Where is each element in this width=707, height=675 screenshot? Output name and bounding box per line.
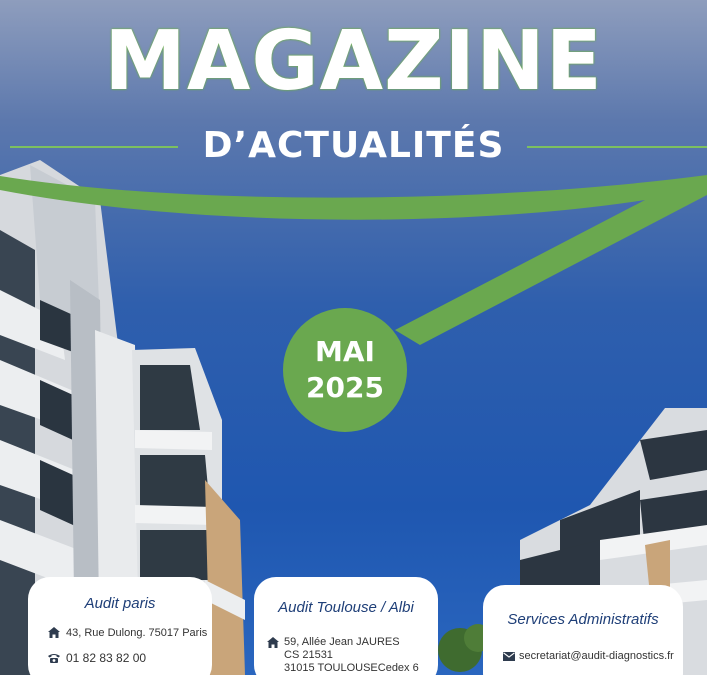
date-month: MAI [315,335,375,368]
home-icon [48,627,60,638]
office-address-line1: 59, Allée Jean JAURES [284,636,400,648]
magazine-title: MAGAZINE [104,14,603,109]
office-address-line3: 31015 TOULOUSECedex 6 [284,662,419,674]
office-name: Audit Toulouse / Albi [278,599,414,616]
office-address: 43, Rue Dulong. 75017 Paris [66,627,208,639]
phone-icon [48,653,60,663]
office-card-admin [483,585,683,675]
home-icon [267,637,279,648]
envelope-icon [503,652,515,661]
office-address-line2: CS 21531 [284,649,333,661]
office-card-toulouse [254,577,438,675]
office-card-paris [28,577,212,675]
office-phone: 01 82 83 82 00 [66,651,147,665]
office-name: Services Administratifs [507,611,659,628]
magazine-subtitle: D’ACTUALITÉS [202,125,505,166]
date-badge [283,308,407,432]
date-year: 2025 [306,371,384,404]
office-email[interactable]: secretariat@audit-diagnostics.fr [519,650,674,662]
office-name: Audit paris [84,595,156,612]
